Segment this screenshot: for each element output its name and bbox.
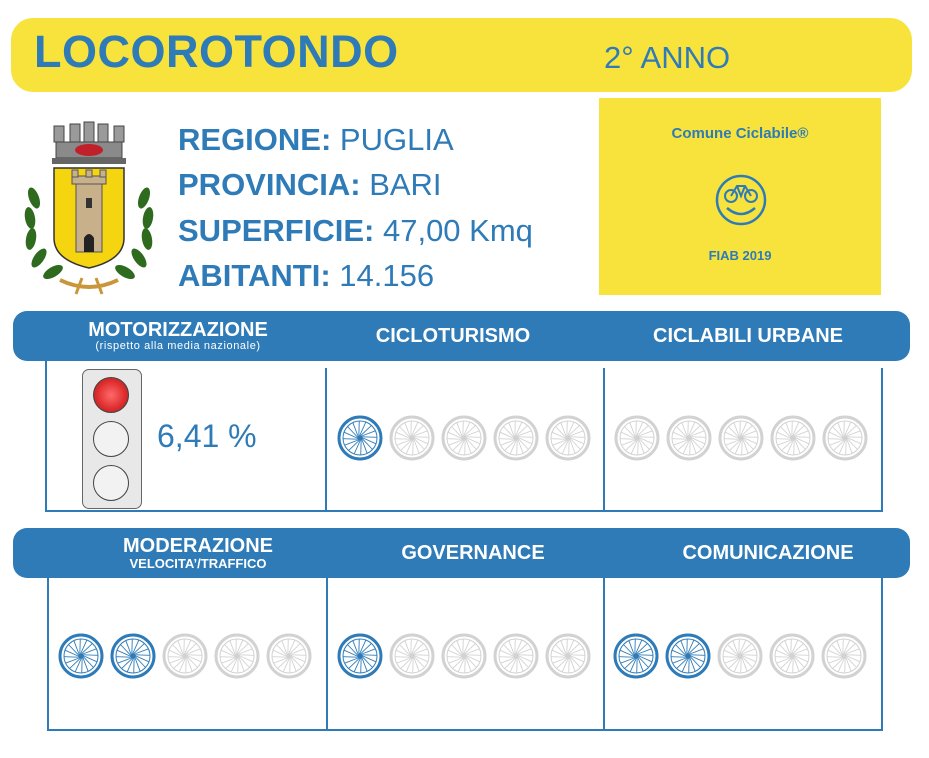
info-regione	[178, 122, 454, 158]
coat-of-arms-icon	[20, 118, 158, 296]
wheel-filled-icon	[664, 632, 712, 680]
header-subtitle: (rispetto alla media nazionale)	[95, 339, 261, 352]
wheel-empty-icon	[716, 632, 764, 680]
grid-line	[603, 578, 605, 730]
grid-line	[47, 578, 49, 730]
header-cicloturismo	[343, 311, 563, 361]
header-motorizzazione	[53, 311, 303, 361]
wheel-empty-icon	[665, 414, 713, 462]
wheel-empty-icon	[544, 632, 592, 680]
wheel-empty-icon	[388, 632, 436, 680]
info-value: 47,00 Kmq	[374, 213, 533, 248]
grid-line	[325, 368, 327, 511]
wheel-empty-icon	[161, 632, 209, 680]
comune-ciclabile-badge	[599, 98, 881, 295]
wheel-empty-icon	[440, 414, 488, 462]
header-title: CICLOTURISMO	[375, 324, 531, 347]
wheel-empty-icon	[717, 414, 765, 462]
header-ciclabili-urbane	[623, 311, 873, 361]
traffic-light-yellow	[93, 421, 129, 457]
grid-line	[326, 578, 328, 730]
wheel-filled-icon	[336, 414, 384, 462]
wheel-empty-icon	[440, 632, 488, 680]
wheel-empty-icon	[768, 632, 816, 680]
header-governance	[363, 528, 583, 578]
rating-comunicazione	[612, 632, 868, 680]
smiling-bicycle-icon	[713, 174, 769, 226]
wheel-empty-icon	[388, 414, 436, 462]
header-title: CICLABILI URBANE	[653, 324, 843, 347]
info-superficie	[178, 213, 533, 249]
badge-title: Comune Ciclabile®	[671, 125, 809, 142]
grid-line	[881, 578, 883, 730]
header-title: MODERAZIONE	[123, 534, 273, 557]
wheel-empty-icon	[492, 414, 540, 462]
header-title: MOTORIZZAZIONE	[88, 318, 268, 341]
wheel-empty-icon	[213, 632, 261, 680]
wheel-empty-icon	[492, 632, 540, 680]
header-moderazione	[73, 528, 323, 578]
wheel-empty-icon	[820, 632, 868, 680]
wheel-empty-icon	[265, 632, 313, 680]
wheel-filled-icon	[612, 632, 660, 680]
info-label: REGIONE:	[178, 122, 332, 157]
info-label: PROVINCIA:	[178, 167, 361, 202]
info-provincia	[178, 167, 442, 203]
wheel-filled-icon	[57, 632, 105, 680]
wheel-empty-icon	[544, 414, 592, 462]
grid-line	[881, 368, 883, 511]
header-title: COMUNICAZIONE	[682, 541, 854, 564]
grid-line	[45, 361, 47, 511]
wheel-empty-icon	[769, 414, 817, 462]
traffic-light-red	[93, 377, 129, 413]
wheel-empty-icon	[613, 414, 661, 462]
rating-cicloturismo	[336, 414, 592, 462]
rating-governance	[336, 632, 592, 680]
header-title: GOVERNANCE	[401, 541, 545, 564]
wheel-empty-icon	[821, 414, 869, 462]
info-value: 14.156	[330, 258, 435, 293]
motorizzazione-percent: 6,41 %	[157, 418, 257, 454]
info-value: BARI	[360, 167, 442, 202]
badge-year: FIAB 2019	[708, 248, 772, 263]
edition-label: 2° ANNO	[604, 40, 731, 75]
grid-line	[47, 729, 883, 731]
header-comunicazione	[643, 528, 893, 578]
info-value: PUGLIA	[331, 122, 454, 157]
grid-line	[603, 368, 605, 511]
grid-line	[45, 510, 883, 512]
town-name: LOCOROTONDO	[34, 26, 399, 77]
info-label: ABITANTI:	[178, 258, 331, 293]
header-band-1	[13, 311, 910, 361]
wheel-filled-icon	[336, 632, 384, 680]
traffic-light-green	[93, 465, 129, 501]
header-band-2	[13, 528, 910, 578]
rating-moderazione	[57, 632, 313, 680]
wheel-filled-icon	[109, 632, 157, 680]
traffic-light-icon	[82, 369, 142, 509]
header-subtitle: VELOCITA’/TRAFFICO	[129, 555, 267, 571]
info-label: SUPERFICIE:	[178, 213, 375, 248]
info-abitanti	[178, 258, 434, 294]
rating-ciclabili-urbane	[613, 414, 869, 462]
